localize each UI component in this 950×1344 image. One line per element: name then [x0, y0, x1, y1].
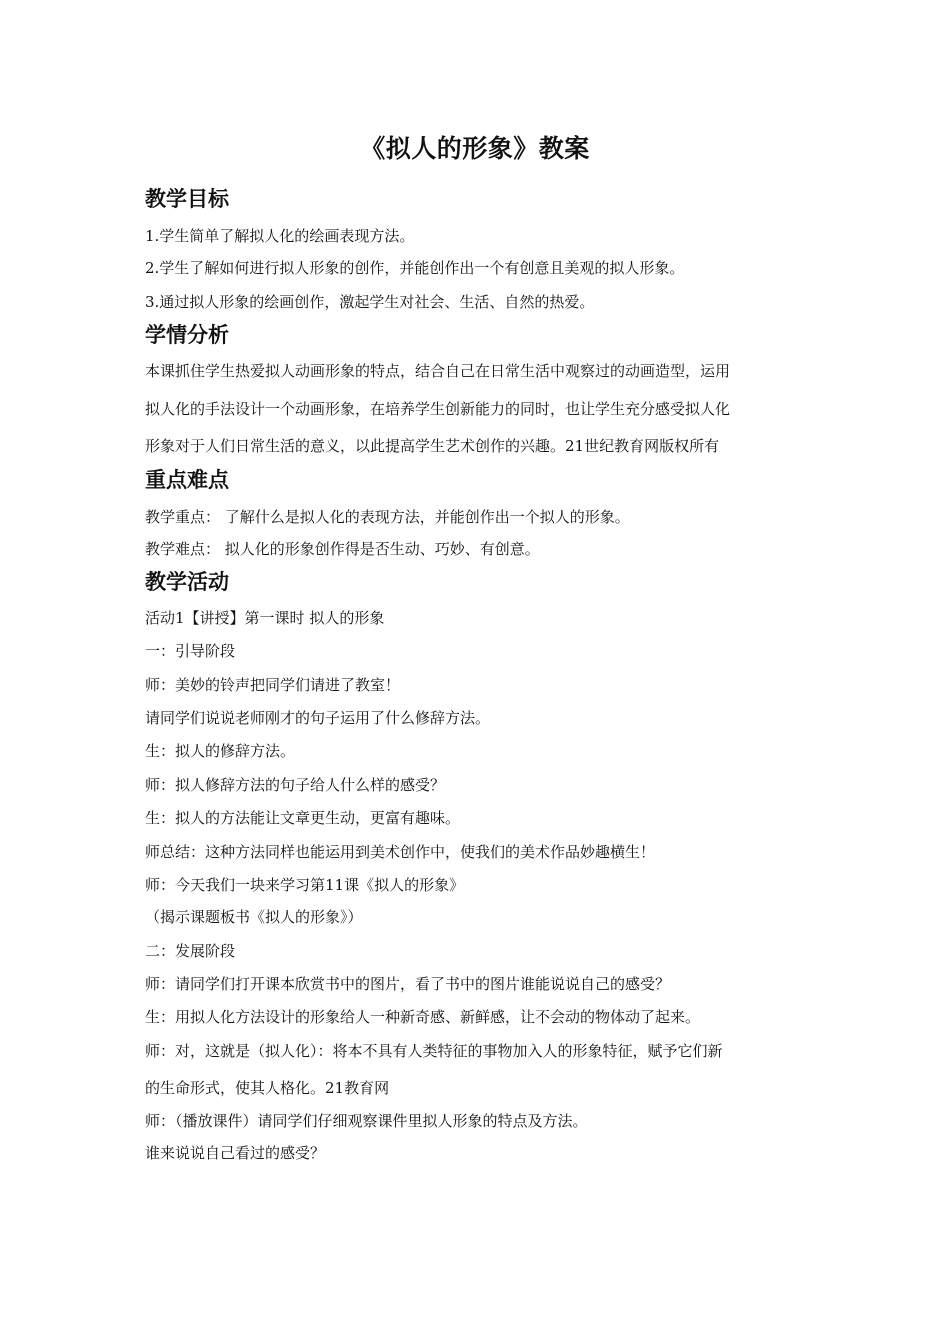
objective-item: 2.学生了解如何进行拟人形象的创作，并能创作出一个有创意且美观的拟人形象。 — [145, 259, 685, 277]
activity-line: 师：（播放课件）请同学们仔细观察课件里拟人形象的特点及方法。 — [145, 1112, 588, 1130]
activity-line: 谁来说说自己看过的感受？ — [145, 1144, 326, 1162]
key-point-item: 教学重点： 了解什么是拟人化的表现方法，并能创作出一个拟人的形象。 — [145, 508, 630, 526]
key-points-heading: 重点难点 — [145, 468, 229, 492]
activity-line: 师总结：这种方法同样也能运用到美术创作中，使我们的美术作品妙趣横生！ — [145, 843, 656, 861]
analysis-heading: 学情分析 — [145, 323, 229, 347]
activity-line: 生：拟人的修辞方法。 — [145, 742, 296, 760]
activity-line: 师：拟人修辞方法的句子给人什么样的感受？ — [145, 776, 446, 794]
activity-line: 生：拟人的方法能让文章更生动，更富有趣味。 — [145, 809, 461, 827]
activity-line: 师：对，这就是（拟人化）：将本不具有人类特征的事物加入人的形象特征，赋予它们新 — [145, 1042, 723, 1060]
document-title: 《拟人的形象》教案 — [360, 134, 590, 163]
activity-line: 的生命形式，使其人格化。21教育网 — [145, 1079, 390, 1097]
key-point-item: 教学难点： 拟人化的形象创作得是否生动、巧妙、有创意。 — [145, 540, 540, 558]
activity-line: 二：发展阶段 — [145, 942, 236, 960]
activity-line: 请同学们说说老师刚才的句子运用了什么修辞方法。 — [145, 709, 491, 727]
activity-line: （揭示课题板书《拟人的形象》） — [145, 908, 363, 926]
activity-line: 师：今天我们一块来学习第11课《拟人的形象》 — [145, 876, 465, 894]
analysis-line: 拟人化的手法设计一个动画形象，在培养学生创新能力的同时，也让学生充分感受拟人化 — [145, 400, 731, 418]
objectives-heading: 教学目标 — [145, 187, 229, 211]
objective-item: 1.学生简单了解拟人化的绘画表现方法。 — [145, 227, 415, 245]
objective-item: 3.通过拟人形象的绘画创作，激起学生对社会、生活、自然的热爱。 — [145, 293, 595, 311]
analysis-line: 形象对于人们日常生活的意义，以此提高学生艺术创作的兴趣。21世纪教育网版权所有 — [145, 437, 720, 455]
activity-line: 生：用拟人化方法设计的形象给人一种新奇感、新鲜感，让不会动的物体动了起来。 — [145, 1008, 701, 1026]
activity-line: 活动1【讲授】第一课时 拟人的形象 — [145, 609, 385, 627]
activity-line: 师：请同学们打开课本欣赏书中的图片，看了书中的图片谁能说说自己的感受？ — [145, 975, 671, 993]
analysis-line: 本课抓住学生热爱拟人动画形象的特点，结合自己在日常生活中观察过的动画造型，运用 — [145, 362, 731, 380]
activity-line: 一：引导阶段 — [145, 642, 236, 660]
activity-line: 师：美妙的铃声把同学们请进了教室！ — [145, 676, 401, 694]
activities-heading: 教学活动 — [145, 570, 229, 594]
